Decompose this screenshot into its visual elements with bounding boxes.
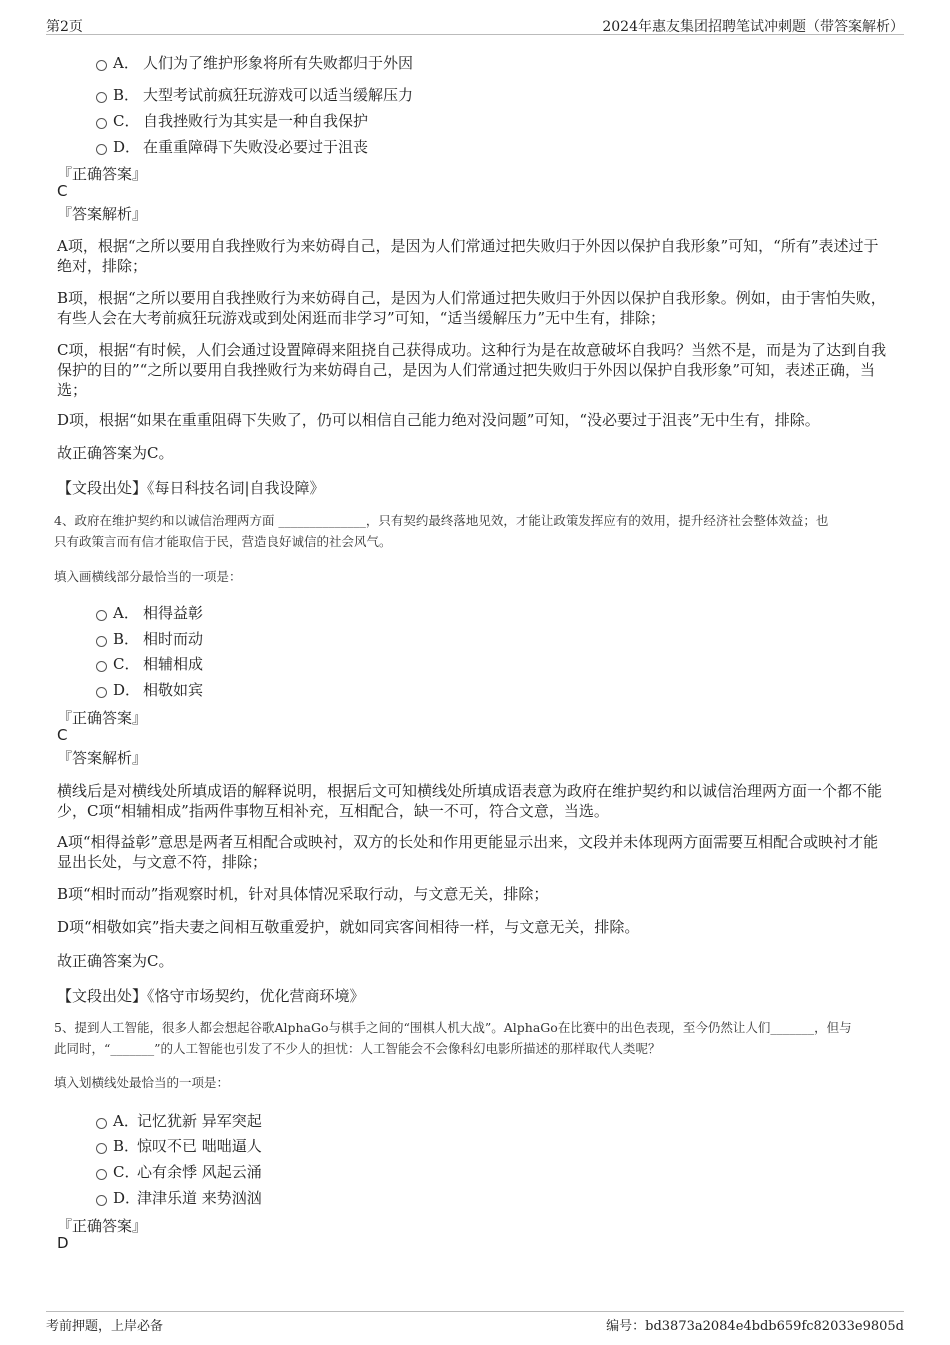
option-a[interactable]: A． 相得益彰 <box>96 602 203 623</box>
radio-icon[interactable] <box>96 118 107 129</box>
radio-icon[interactable] <box>96 1118 107 1129</box>
radio-icon[interactable] <box>96 144 107 155</box>
document-title: 2024年惠友集团招聘笔试冲刺题（带答案解析） <box>602 19 904 35</box>
page-footer <box>46 1311 904 1334</box>
question-text: 4、政府在维护契约和以诚信治理两方面 ______________，只有契约最终落地见效，才能让政策发挥应有的效用，提升经济社会整体效益；也 只有政策言而有信才能取信于民，营造良好诚信的社会风气。 <box>54 513 829 549</box>
option-b[interactable]: B． 大型考试前疯狂玩游戏可以适当缓解压力 <box>96 84 413 105</box>
analysis-label: 『答案解析』 <box>57 749 148 767</box>
option-b[interactable]: B．惊叹不已 咄咄逼人 <box>96 1135 262 1156</box>
answer-value: C <box>57 726 68 744</box>
option-c[interactable]: C． 相辅相成 <box>96 653 203 674</box>
radio-icon[interactable] <box>96 92 107 103</box>
answer-label: 『正确答案』 <box>57 1217 148 1235</box>
analysis-paragraph: B项“相时而动”指观察时机，针对具体情况采取行动，与文意无关，排除； <box>57 885 549 903</box>
option-b[interactable]: B． 相时而动 <box>96 628 203 649</box>
option-c[interactable]: C． 自我挫败行为其实是一种自我保护 <box>96 110 368 131</box>
radio-icon[interactable] <box>96 636 107 647</box>
option-d[interactable]: D． 相敬如宾 <box>96 679 203 700</box>
analysis-paragraph: 横线后是对横线处所填成语的解释说明，根据后文可知横线处所填成语表意为政府在维护契约和以诚信治理两方面一个都不能少，C项“相辅相成”指两件事物互相补充，互相配合，缺一不可，符合文意，当选。 <box>57 782 883 820</box>
analysis-label: 『答案解析』 <box>57 205 148 223</box>
radio-icon[interactable] <box>96 1195 107 1206</box>
radio-icon[interactable] <box>96 60 107 71</box>
analysis-paragraph: A项，根据“之所以要用自我挫败行为来妨碍自己，是因为人们常通过把失败归于外因以保护自我形象”可知，“所有”表述过于绝对，排除； <box>57 237 879 275</box>
analysis-paragraph: D项，根据“如果在重重阻碍下失败了，仍可以相信自己能力绝对没问题”可知，“没必要过于沮丧”无中生有，排除。 <box>57 411 820 429</box>
conclusion: 故正确答案为C。 <box>57 952 174 970</box>
radio-icon[interactable] <box>96 687 107 698</box>
analysis-paragraph: C项，根据“有时候，人们会通过设置障碍来阻挠自己获得成功。这种行为是在故意破坏自我吗？当然不是，而是为了达到自我保护的目的”“之所以要用自我挫败行为来妨碍自己，是因为人们常通过把失败归于外因以保护自我形象”可知，表述正确，当选； <box>57 341 887 399</box>
radio-icon[interactable] <box>96 1169 107 1180</box>
analysis-paragraph: D项“相敬如宾”指夫妻之间相互敬重爱护，就如同宾客间相待一样，与文意无关，排除。 <box>57 918 640 936</box>
option-a[interactable]: A． 人们为了维护形象将所有失败都归于外因 <box>96 52 413 73</box>
analysis-paragraph: B项，根据“之所以要用自我挫败行为来妨碍自己，是因为人们常通过把失败归于外因以保护自我形象。例如，由于害怕失败，有些人会在大考前疯狂玩游戏或到处闲逛而非学习”可知，“适当缓解压力”无中生有，排除； <box>57 289 886 327</box>
question-text: 5、提到人工智能，很多人都会想起谷歌AlphaGo与棋手之间的“围棋人机大战”。AlphaGo在比赛中的出色表现，至今仍然让人们_______，但与 此同时，“_______”的人工智能也引发了不少人的担忧：人工智能会不会像科幻电影所描述的那样取代人类呢？ <box>54 1020 852 1056</box>
option-a[interactable]: A．记忆犹新 异军突起 <box>96 1110 262 1131</box>
answer-value: C <box>57 182 68 200</box>
radio-icon[interactable] <box>96 661 107 672</box>
answer-value: D <box>57 1234 69 1252</box>
analysis-paragraph: A项“相得益彰”意思是两者互相配合或映衬，双方的长处和作用更能显示出来，文段并未体现两方面需要互相配合或映衬才能显出长处，与文意不符，排除； <box>57 833 879 871</box>
radio-icon[interactable] <box>96 610 107 621</box>
source-citation: 【文段出处】《恪守市场契约，优化营商环境》 <box>57 987 365 1005</box>
option-c[interactable]: C．心有余悸 风起云涌 <box>96 1161 262 1182</box>
answer-label: 『正确答案』 <box>57 165 148 183</box>
answer-label: 『正确答案』 <box>57 709 148 727</box>
option-d[interactable]: D． 在重重障碍下失败没必要过于沮丧 <box>96 136 368 157</box>
page-number: 第2页 <box>46 19 83 35</box>
footer-slogan: 考前押题，上岸必备 <box>46 1319 164 1334</box>
question-stem: 填入划横线处最恰当的一项是： <box>54 1075 230 1090</box>
radio-icon[interactable] <box>96 1143 107 1154</box>
page-header <box>46 14 904 35</box>
question-stem: 填入画横线部分最恰当的一项是： <box>54 569 242 584</box>
option-d[interactable]: D．津津乐道 来势汹汹 <box>96 1187 262 1208</box>
conclusion: 故正确答案为C。 <box>57 444 174 462</box>
document-id: 编号：bd3873a2084e4bdb659fc82033e9805d <box>606 1319 904 1334</box>
source-citation: 【文段出处】《每日科技名词|自我设障》 <box>57 479 325 497</box>
